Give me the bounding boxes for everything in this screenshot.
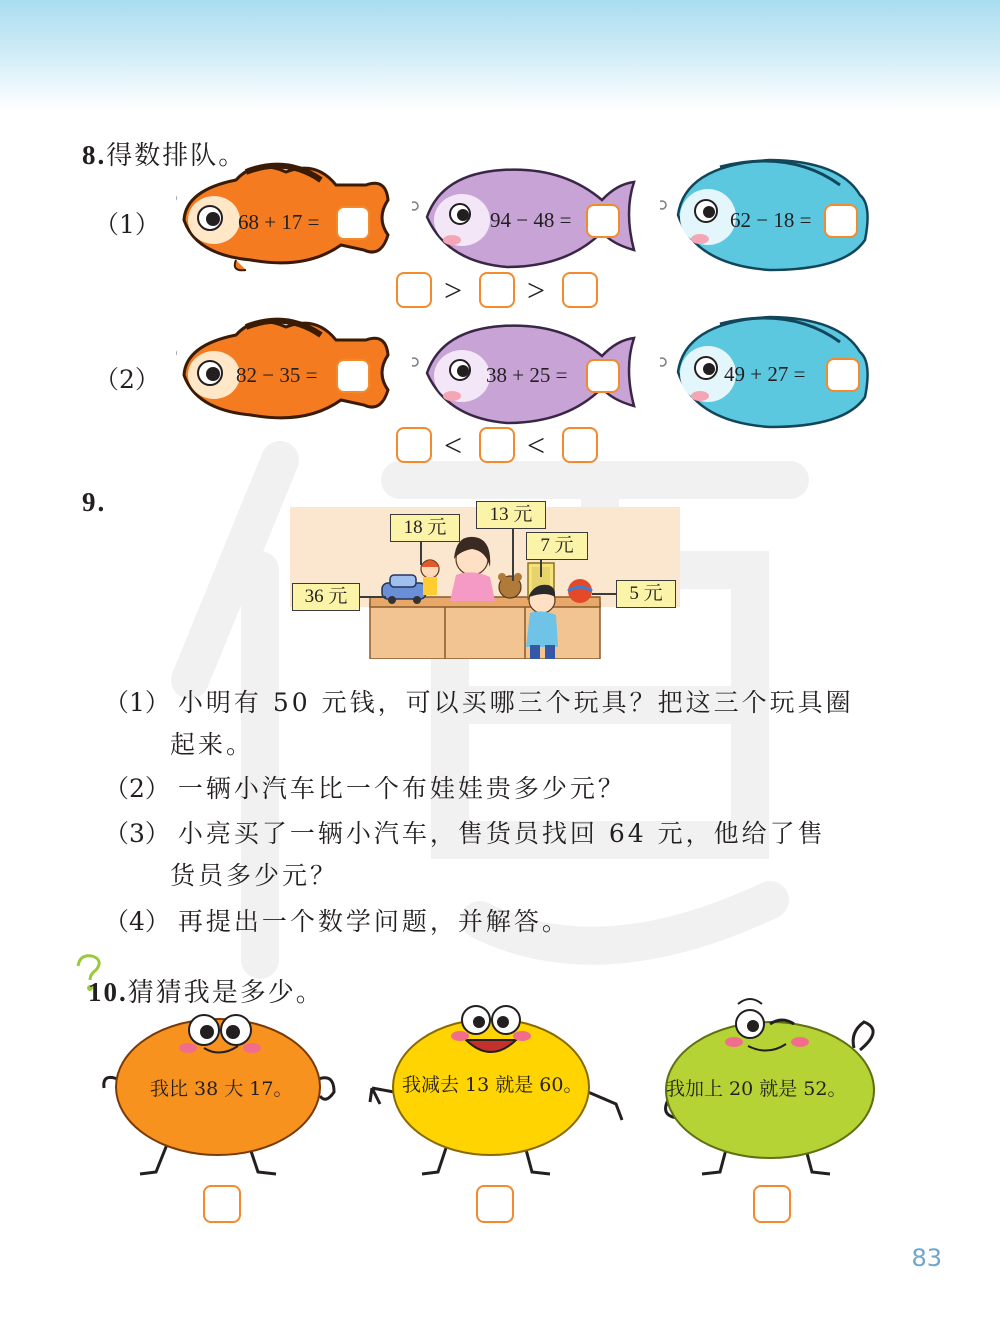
q8-number: 8. (82, 140, 107, 170)
q8-row2-compare (396, 427, 606, 467)
q10-number: 10. (88, 977, 128, 1007)
guess-answer-box[interactable] (753, 1185, 791, 1223)
q8-text: 得数排队。 (106, 141, 247, 171)
sub-number: （4） (104, 907, 170, 936)
sub-text: 再提出一个数学问题，并解答。 (177, 907, 570, 936)
answer-box[interactable] (336, 206, 370, 240)
answer-box[interactable] (586, 204, 620, 238)
q9-number: 9. (82, 487, 107, 517)
page-number: 83 (911, 1244, 942, 1272)
sub-number: （2） (104, 774, 170, 803)
tag-line (592, 593, 616, 595)
tag-line (512, 523, 514, 581)
answer-box[interactable] (336, 359, 370, 393)
compare-box[interactable] (396, 427, 432, 463)
compare-box[interactable] (479, 272, 515, 308)
less-symbol: < (527, 427, 546, 463)
tag-line (540, 557, 542, 577)
character-speech: 我减去 13 就是 60。 (402, 1074, 583, 1096)
compare-box[interactable] (562, 427, 598, 463)
purple-fish (412, 318, 622, 428)
sub-number: （3） (104, 819, 170, 848)
fish-expression: 82 − 35 = (236, 363, 318, 387)
fish-expression: 68 + 17 = (238, 210, 320, 234)
blue-fish (660, 155, 870, 265)
q10-text: 猜猜我是多少。 (127, 978, 324, 1008)
character-speech: 我比 38 大 17。 (150, 1078, 293, 1100)
toy-shop-illustration (290, 497, 680, 659)
price-tag-ball: 5 元 (616, 580, 676, 608)
q8-row1-label: （1） (94, 210, 160, 239)
compare-box[interactable] (396, 272, 432, 308)
fish-expression: 94 − 48 = (490, 208, 572, 232)
compare-box[interactable] (479, 427, 515, 463)
blue-fish (660, 312, 870, 422)
less-symbol: < (444, 427, 463, 463)
q9-sub4 (104, 904, 570, 940)
answer-box[interactable] (586, 359, 620, 393)
q8-row1-compare (396, 272, 606, 312)
answer-box[interactable] (824, 204, 858, 238)
price-tag-frame: 7 元 (526, 532, 588, 560)
orange-fish (176, 315, 386, 425)
greater-symbol: > (444, 272, 463, 308)
character-speech: 我加上 20 就是 52。 (666, 1078, 847, 1100)
guess-answer-box[interactable] (203, 1185, 241, 1223)
fish-expression: 49 + 27 = (724, 362, 806, 386)
q9-sub3-cont: 货员多少元？ (170, 861, 339, 890)
sub-text: 一辆小汽车比一个布娃娃贵多少元？ (177, 774, 626, 803)
sub-text: 小明有 50 元钱，可以买哪三个玩具？把这三个玩具圈 (177, 688, 854, 717)
guess-answer-box[interactable] (476, 1185, 514, 1223)
q9-sub3 (104, 816, 826, 852)
fish-expression: 38 + 25 = (486, 363, 568, 387)
header-band (0, 0, 1000, 110)
greater-symbol: > (527, 272, 546, 308)
price-tag-car: 36 元 (292, 583, 360, 611)
fish-expression: 62 − 18 = (730, 208, 812, 232)
q9-sub1-cont: 起来。 (170, 730, 255, 759)
yellow-character (366, 992, 626, 1182)
q9-sub2 (104, 771, 626, 807)
orange-fish (176, 160, 386, 270)
q9-title (82, 487, 106, 518)
tag-line (358, 596, 386, 598)
q9-sub1 (104, 685, 854, 721)
price-tag-doll: 18 元 (390, 514, 460, 542)
q8-row2-label: （2） (94, 365, 160, 394)
green-character (654, 992, 914, 1182)
purple-fish (412, 162, 622, 272)
answer-box[interactable] (826, 358, 860, 392)
sub-text: 小亮买了一辆小汽车，售货员找回 64 元，他给了售 (177, 819, 826, 848)
price-tag-bear: 13 元 (476, 501, 546, 529)
compare-box[interactable] (562, 272, 598, 308)
sub-number: （1） (104, 688, 170, 717)
orange-character (98, 992, 358, 1182)
